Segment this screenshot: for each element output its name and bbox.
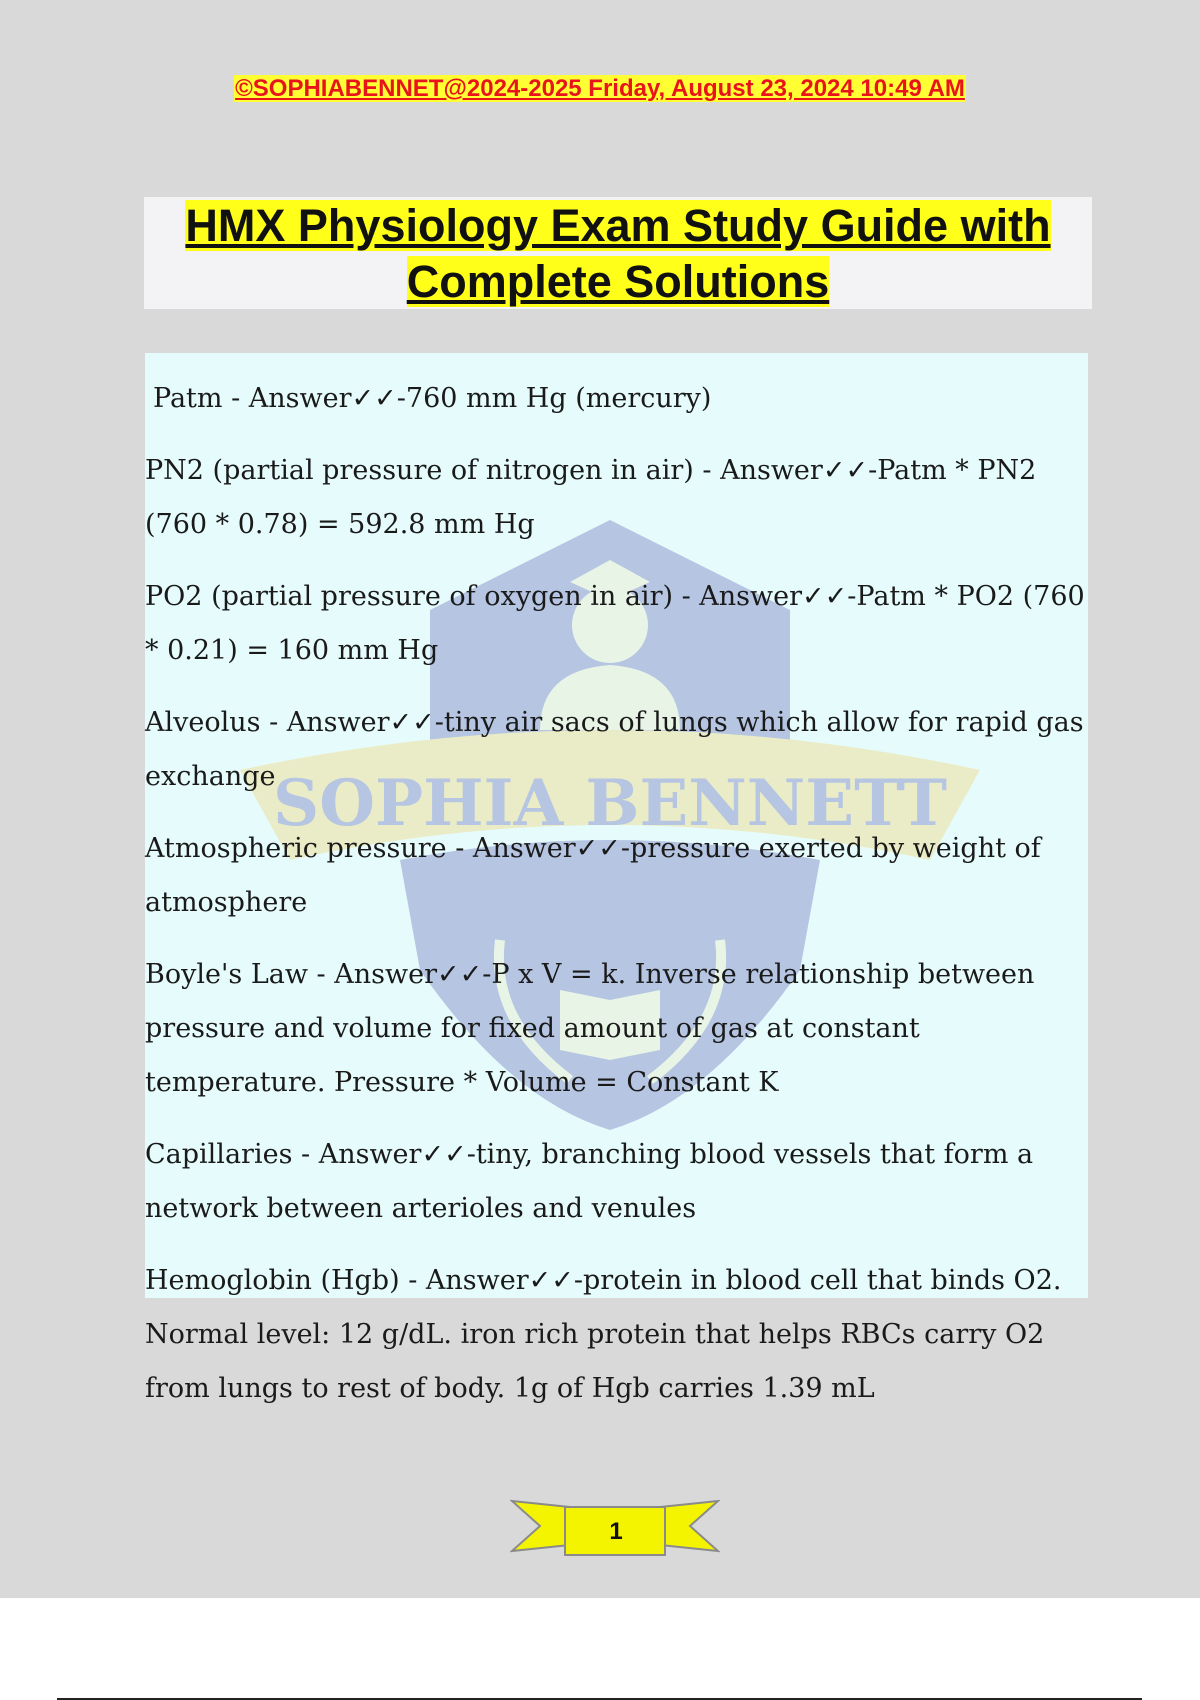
qa-entry-atmospheric-pressure: Atmospheric pressure - Answer✓✓-pressure exerted by weight of atmosphere: [145, 833, 1041, 918]
qa-entry-hemoglobin: Hemoglobin (Hgb) - Answer✓✓-protein in blood cell that binds O2. Normal level: 12 g/dL. iron rich protein that helps RBCs carry O2 from lungs to rest of body. 1g of Hgb carries 1.39 mL: [145, 1265, 1062, 1404]
svg-text:SOPHIA BENNETT: SOPHIA BENNETT: [272, 766, 948, 841]
copyright-header: [0, 74, 1200, 104]
qa-entry-patm: Patm - Answer✓✓-760 mm Hg (mercury): [153, 383, 712, 414]
qa-entry-po2: PO2 (partial pressure of oxygen in air) - Answer✓✓-Patm * PO2 (760 * 0.21) = 160 mm Hg: [145, 581, 1085, 666]
page-number: 1: [609, 1518, 623, 1545]
title-line-1: HMX Physiology Exam Study Guide with: [185, 200, 1051, 251]
qa-entry-pn2: PN2 (partial pressure of nitrogen in air) - Answer✓✓-Patm * PN2 (760 * 0.78) = 592.8 mm Hg: [145, 455, 1037, 540]
qa-entry-capillaries: Capillaries - Answer✓✓-tiny, branching blood vessels that form a network between arterioles and venules: [145, 1139, 1034, 1224]
document-title: [144, 198, 1092, 310]
qa-entry-alveolus: Alveolus - Answer✓✓-tiny air sacs of lungs which allow for rapid gas exchange: [145, 707, 1084, 792]
qa-list: [145, 372, 1090, 1434]
copyright-header-text: ©SOPHIABENNET@2024-2025 Friday, August 23, 2024 10:49 AM: [235, 75, 965, 102]
title-line-2: Complete Solutions: [406, 256, 830, 307]
qa-entry-boyles-law: Boyle's Law - Answer✓✓-P x V = k. Inverse relationship between pressure and volume for fixed amount of gas at constant temperature. Pressure * Volume = Constant K: [145, 959, 1035, 1098]
